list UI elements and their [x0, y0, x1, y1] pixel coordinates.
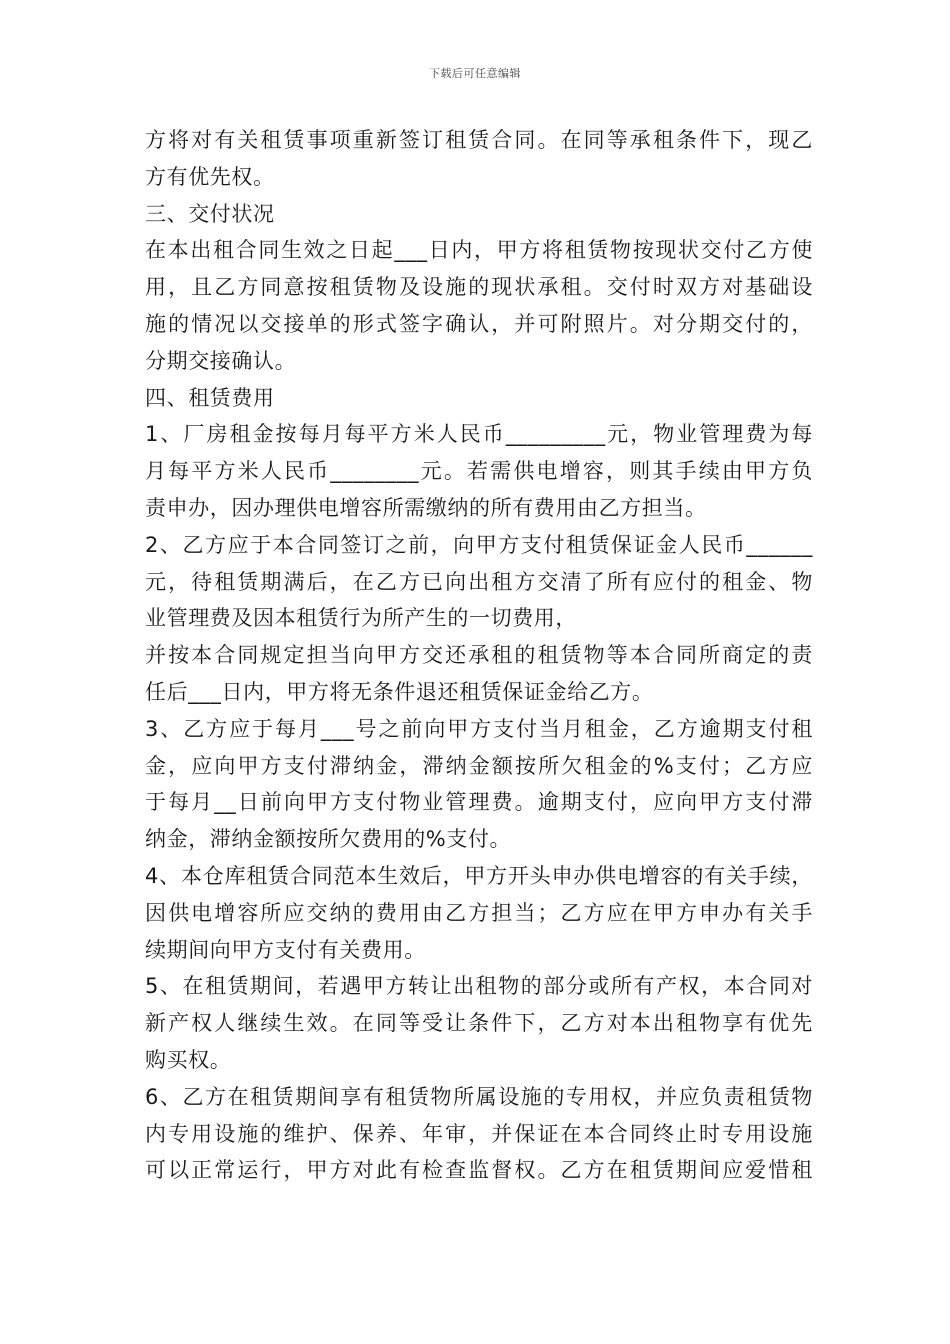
text-line: 于每月__日前向甲方支付物业管理费。逾期支付，应向甲方支付滞 — [145, 790, 813, 815]
text-line: 四、租赁费用 — [145, 385, 275, 410]
text-line: 任后___日内，甲方将无条件退还租赁保证金给乙方。 — [145, 679, 654, 704]
text-line: 三、交付状况 — [145, 201, 275, 226]
text-line: 金，应向甲方支付滞纳金，滞纳金额按所欠租金的%支付；乙方应 — [145, 753, 813, 778]
text-line: 方有优先权。 — [145, 164, 275, 189]
text-line: 续期间向甲方支付有关费用。 — [145, 937, 426, 962]
text-line: 4、本仓库租赁合同范本生效后，甲方开头申办供电增容的有关手续， — [145, 863, 813, 888]
text-line: 1、厂房租金按每月每平方米人民币_________元，物业管理费为每 — [145, 422, 813, 447]
text-line: 元，待租赁期满后，在乙方已向出租方交清了所有应付的租金、物 — [145, 569, 813, 594]
text-line: 因供电增容所应交纳的费用由乙方担当；乙方应在甲方申办有关手 — [145, 900, 813, 925]
text-line: 购买权。 — [145, 1047, 232, 1072]
text-line: 2、乙方应于本合同签订之前，向甲方支付租赁保证金人民币______ — [145, 532, 813, 557]
text-line: 分期交接确认。 — [145, 348, 297, 373]
text-line: 施的情况以交接单的形式签字确认，并可附照片。对分期交付的， — [145, 311, 813, 336]
text-line: 责申办，因办理供电增容所需缴纳的所有费用由乙方担当。 — [145, 495, 707, 520]
text-line: 用，且乙方同意按租赁物及设施的现状承租。交付时双方对基础设 — [145, 275, 813, 300]
text-line: 月每平方米人民币________元。若需供电增容，则其手续由甲方负 — [145, 459, 813, 484]
text-line: 可以正常运行，甲方对此有检查监督权。乙方在租赁期间应爱惜租 — [145, 1158, 813, 1183]
document-body — [145, 122, 813, 1189]
text-line: 并按本合同规定担当向甲方交还承租的租赁物等本合同所商定的责 — [145, 643, 813, 668]
text-line: 新产权人继续生效。在同等受让条件下，乙方对本出租物享有优先 — [145, 1011, 813, 1036]
text-line: 5、在租赁期间，若遇甲方转让出租物的部分或所有产权，本合同对 — [145, 974, 813, 999]
text-line: 6、乙方在租赁期间享有租赁物所属设施的专用权，并应负责租赁物 — [145, 1084, 813, 1109]
text-line: 业管理费及因本租赁行为所产生的一切费用， — [145, 606, 577, 631]
page-header: 下载后可任意编辑 — [429, 67, 521, 80]
text-line: 方将对有关租赁事项重新签订租赁合同。在同等承租条件下，现乙 — [145, 128, 813, 152]
text-line: 纳金，滞纳金额按所欠费用的%支付。 — [145, 827, 512, 852]
text-line: 3、乙方应于每月___号之前向甲方支付当月租金，乙方逾期支付租 — [145, 716, 813, 741]
text-line: 内专用设施的维护、保养、年审，并保证在本合同终止时专用设施 — [145, 1121, 813, 1146]
text-line: 在本出租合同生效之日起___日内，甲方将租赁物按现状交付乙方使 — [145, 238, 813, 263]
